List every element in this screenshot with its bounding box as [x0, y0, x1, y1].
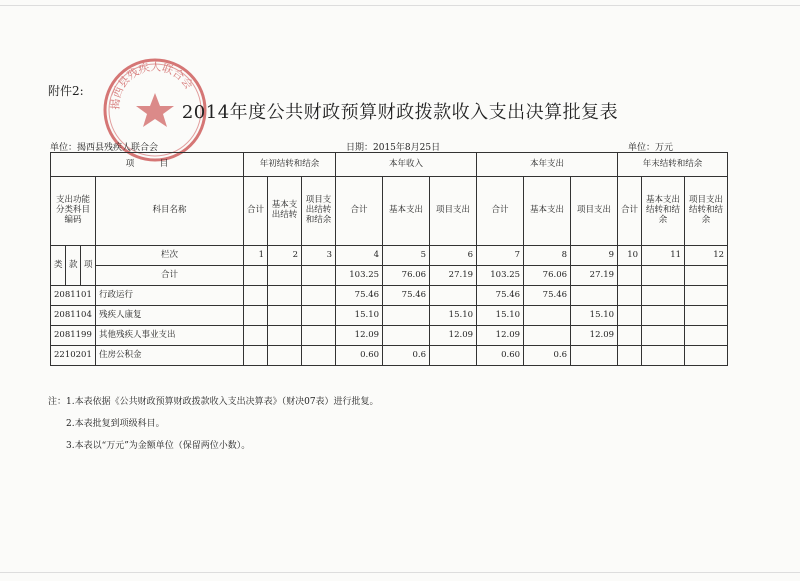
note-1: 注：1.本表依据《公共财政预算财政拨款收入支出决算表》（财决07表）进行批复。: [48, 397, 379, 407]
row-income-total: 12.09: [336, 326, 383, 346]
total-income-total: 103.25: [336, 266, 383, 286]
col-num: 5: [383, 246, 430, 266]
row-expense-basic: 0.6: [524, 346, 571, 366]
column-index-label: 栏次: [96, 246, 244, 266]
row-expense-total: 15.10: [477, 306, 524, 326]
table-row: [51, 286, 728, 306]
note-2: 2.本表批复到项级科目。: [66, 419, 165, 429]
row-expense-basic: 75.46: [524, 286, 571, 306]
total-income-project: 27.19: [430, 266, 477, 286]
row-expense-project: [571, 346, 618, 366]
header-subject-name: 科目名称: [96, 177, 244, 246]
col-num: 4: [336, 246, 383, 266]
header-expense-total: 合计: [477, 177, 524, 246]
header-xiang: 项: [81, 246, 96, 286]
row-expense-total: 12.09: [477, 326, 524, 346]
col-num: 9: [571, 246, 618, 266]
row-expense-project: 12.09: [571, 326, 618, 346]
header-lei: 类: [51, 246, 66, 286]
header-begin-project: 项目支出结转和结余: [302, 177, 336, 246]
row-code: 2081199: [51, 326, 96, 346]
row-expense-total: 0.60: [477, 346, 524, 366]
col-num: 1: [244, 246, 268, 266]
row-name: 住房公积金: [96, 346, 244, 366]
seal-text: 揭西县残疾人联合会: [108, 60, 196, 111]
header-end-project: 项目支出结转和结余: [685, 177, 728, 246]
header-income: 本年收入: [336, 153, 477, 177]
header-expense-basic: 基本支出: [524, 177, 571, 246]
row-expense-basic: [524, 306, 571, 326]
header-end-total: 合计: [618, 177, 642, 246]
row-income-basic: 75.46: [383, 286, 430, 306]
row-income-basic: 0.6: [383, 346, 430, 366]
header-begin-balance: 年初结转和结余: [244, 153, 336, 177]
col-num: 12: [685, 246, 728, 266]
currency-unit: 单位：万元: [628, 143, 674, 153]
total-expense-project: 27.19: [571, 266, 618, 286]
row-expense-total: 75.46: [477, 286, 524, 306]
row-name: 其他残疾人事业支出: [96, 326, 244, 346]
col-num: 6: [430, 246, 477, 266]
col-num: 10: [618, 246, 642, 266]
header-project: 项 目: [51, 153, 244, 177]
total-income-basic: 76.06: [383, 266, 430, 286]
col-num: 3: [302, 246, 336, 266]
attachment-label: 附件2:: [48, 84, 84, 98]
col-num: 7: [477, 246, 524, 266]
unit-name: 单位：揭西县残疾人联合会: [50, 143, 159, 153]
total-row: [51, 266, 728, 286]
row-code: 2210201: [51, 346, 96, 366]
header-begin-basic: 基本支出结转: [268, 177, 302, 246]
header-begin-total: 合计: [244, 177, 268, 246]
row-expense-project: [571, 286, 618, 306]
row-income-total: 0.60: [336, 346, 383, 366]
row-income-project: [430, 286, 477, 306]
page-title: 2014年度公共财政预算财政拨款收入支出决算批复表: [181, 102, 619, 123]
header-income-basic: 基本支出: [383, 177, 430, 246]
report-date: 日期：2015年8月25日: [346, 143, 441, 153]
table-row: [51, 326, 728, 346]
total-expense-basic: 76.06: [524, 266, 571, 286]
row-code: 2081104: [51, 306, 96, 326]
approval-table: [50, 152, 728, 366]
row-expense-project: 15.10: [571, 306, 618, 326]
row-income-basic: [383, 326, 430, 346]
header-income-project: 项目支出: [430, 177, 477, 246]
col-num: 8: [524, 246, 571, 266]
header-expense-project: 项目支出: [571, 177, 618, 246]
column-number-row: [51, 246, 728, 266]
header-end-balance: 年末结转和结余: [618, 153, 728, 177]
row-expense-basic: [524, 326, 571, 346]
row-name: 行政运行: [96, 286, 244, 306]
header-func-code: 支出功能分类科目编码: [51, 177, 96, 246]
row-name: 残疾人康复: [96, 306, 244, 326]
header-income-total: 合计: [336, 177, 383, 246]
row-income-project: 12.09: [430, 326, 477, 346]
table-row: [51, 346, 728, 366]
header-kuan: 款: [66, 246, 81, 286]
row-income-project: [430, 346, 477, 366]
row-income-total: 15.10: [336, 306, 383, 326]
note-3: 3.本表以“万元”为金额单位（保留两位小数）。: [66, 441, 251, 451]
header-row-2: [51, 177, 728, 246]
row-code: 2081101: [51, 286, 96, 306]
col-num: 11: [642, 246, 685, 266]
table-row: [51, 306, 728, 326]
row-income-project: 15.10: [430, 306, 477, 326]
header-end-basic: 基本支出结转和结余: [642, 177, 685, 246]
total-expense-total: 103.25: [477, 266, 524, 286]
header-expense: 本年支出: [477, 153, 618, 177]
col-num: 2: [268, 246, 302, 266]
row-income-total: 75.46: [336, 286, 383, 306]
total-label: 合计: [96, 266, 244, 286]
header-row-1: [51, 153, 728, 177]
row-income-basic: [383, 306, 430, 326]
